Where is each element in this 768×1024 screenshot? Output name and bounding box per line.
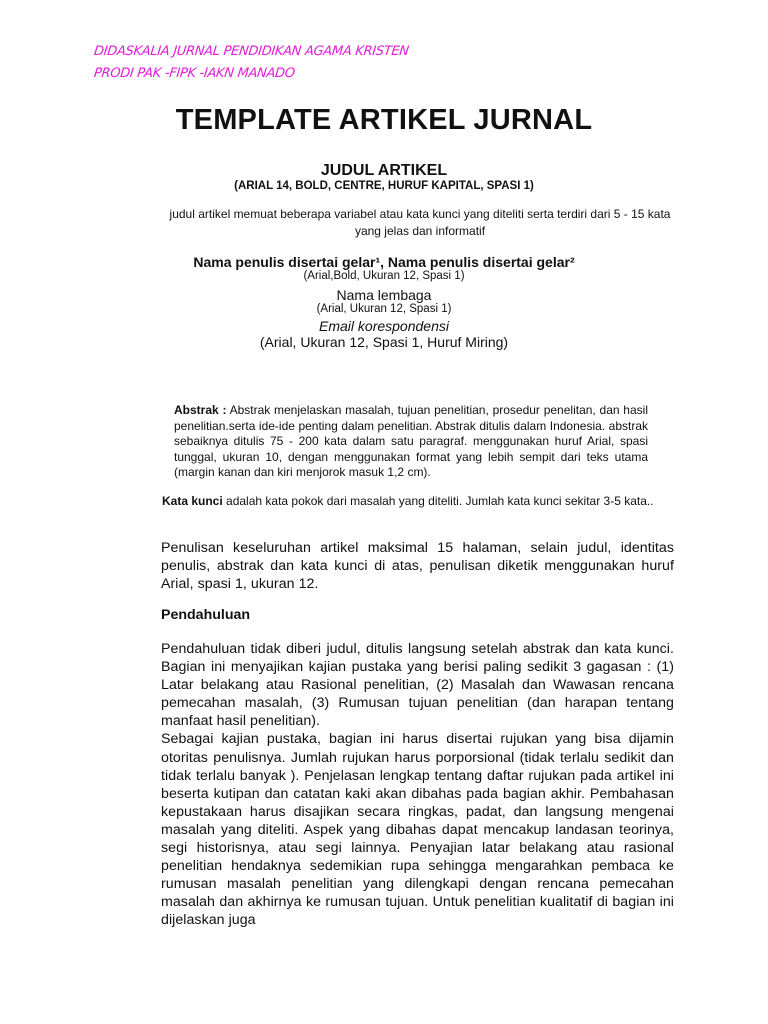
- journal-header-line: DIDASKALIA JURNAL PENDIDIKAN AGAMA KRISTEN: [93, 44, 410, 59]
- intro-paragraph: Penulisan keseluruhan artikel maksimal 15 halaman, selain judul, identitas penulis, abstrak dan kata kunci di atas, penulisan diketik menggunakan huruf Arial, spasi 1, ukuran 12.: [161, 540, 674, 593]
- email-format-note: (Arial, Ukuran 12, Spasi 1, Huruf Miring): [259, 334, 509, 350]
- section-paragraph: Pendahuluan tidak diberi judul, ditulis langsung setelah abstrak dan kata kunci. Bagian ini menyajikan kajian pustaka yang berisi paling sedikit 3 gagasan : (1) Latar belakang atau Rasional penelitian, (2) Masalah dan Wawasan rencana pemecahan masalah, (3) Rumusan tujuan penelitian (dan harapan tentang manfaat hasil penelitian).: [161, 641, 674, 730]
- main-title: TEMPLATE ARTIKEL JURNAL: [175, 104, 593, 136]
- institution-format-note: (Arial, Ukuran 12, Spasi 1): [316, 303, 452, 315]
- section-paragraph: Sebagai kajian pustaka, bagian ini harus disertai rujukan yang bisa dijamin otoritas penulisnya. Jumlah rujukan harus porporsional (tidak terlalu sedikit dan tidak terlalu banyak ). Penjelasan lengkap tentang daftar rujukan pada artikel ini beserta kutipan dan catatan kaki akan dibahas pada bagian akhir. Pembahasan kepustakaan harus disajikan secara ringkas, padat, dan langsung mengenai masalah yang diteliti. Aspek yang dibahas dapat mencakup landasan teorinya, segi historisnya, atau segi lainnya. Penyajian latar belakang atau rasional penelitian hendaknya sedemikian rupa sehingga mengarahkan pembaca ke rumusan masalah penelitian yang dilengkapi dengan rencana pemecahan masalah dan akhirnya ke rumusan tujuan. Untuk penelitian kualitatif di bagian ini dijelaskan juga: [161, 731, 674, 929]
- keywords-text: adalah kata pokok dari masalah yang diteliti. Jumlah kata kunci sekitar 3-5 kata..: [222, 494, 654, 508]
- article-title-format-note: (ARIAL 14, BOLD, CENTRE, HURUF KAPITAL, SPASI 1): [234, 180, 534, 192]
- correspondence-email: Email korespondensi: [319, 318, 449, 334]
- keywords-block: [162, 493, 674, 510]
- article-title: JUDUL ARTIKEL: [320, 162, 448, 179]
- abstract-text: Abstrak menjelaskan masalah, tujuan penelitian, prosedur penelitan, dan hasil penelitian.serta ide-ide penting dalam penelitian. Abstrak ditulis dalam Indonesia. abstrak sebaiknya ditulis 75 - 200 kata dalam satu paragraf. menggunakan huruf Arial, spasi tunggal, ukuran 10, dengan menggunakan format yang lebih sempit dari teks utama (margin kanan dan kiri menjorok masuk 1,2 cm).: [174, 403, 648, 480]
- abstract-label: Abstrak :: [174, 403, 227, 417]
- institution-name: Nama lembaga: [336, 287, 432, 303]
- section-body: [161, 640, 674, 930]
- program-header-line: PRODI PAK -FIPK -IAKN MANADO: [93, 66, 296, 81]
- authors-format-note: (Arial,Bold, Ukuran 12, Spasi 1): [303, 270, 465, 282]
- section-heading: Pendahuluan: [161, 607, 251, 623]
- authors-line: Nama penulis disertai gelar¹, Nama penulis disertai gelar²: [193, 254, 575, 270]
- abstract-block: [174, 403, 648, 481]
- title-description: judul artikel memuat beberapa variabel atau kata kunci yang diteliti serta terdiri dari 5 - 15 kata yang jelas dan informatif: [169, 207, 671, 238]
- keywords-label: Kata kunci: [162, 494, 223, 508]
